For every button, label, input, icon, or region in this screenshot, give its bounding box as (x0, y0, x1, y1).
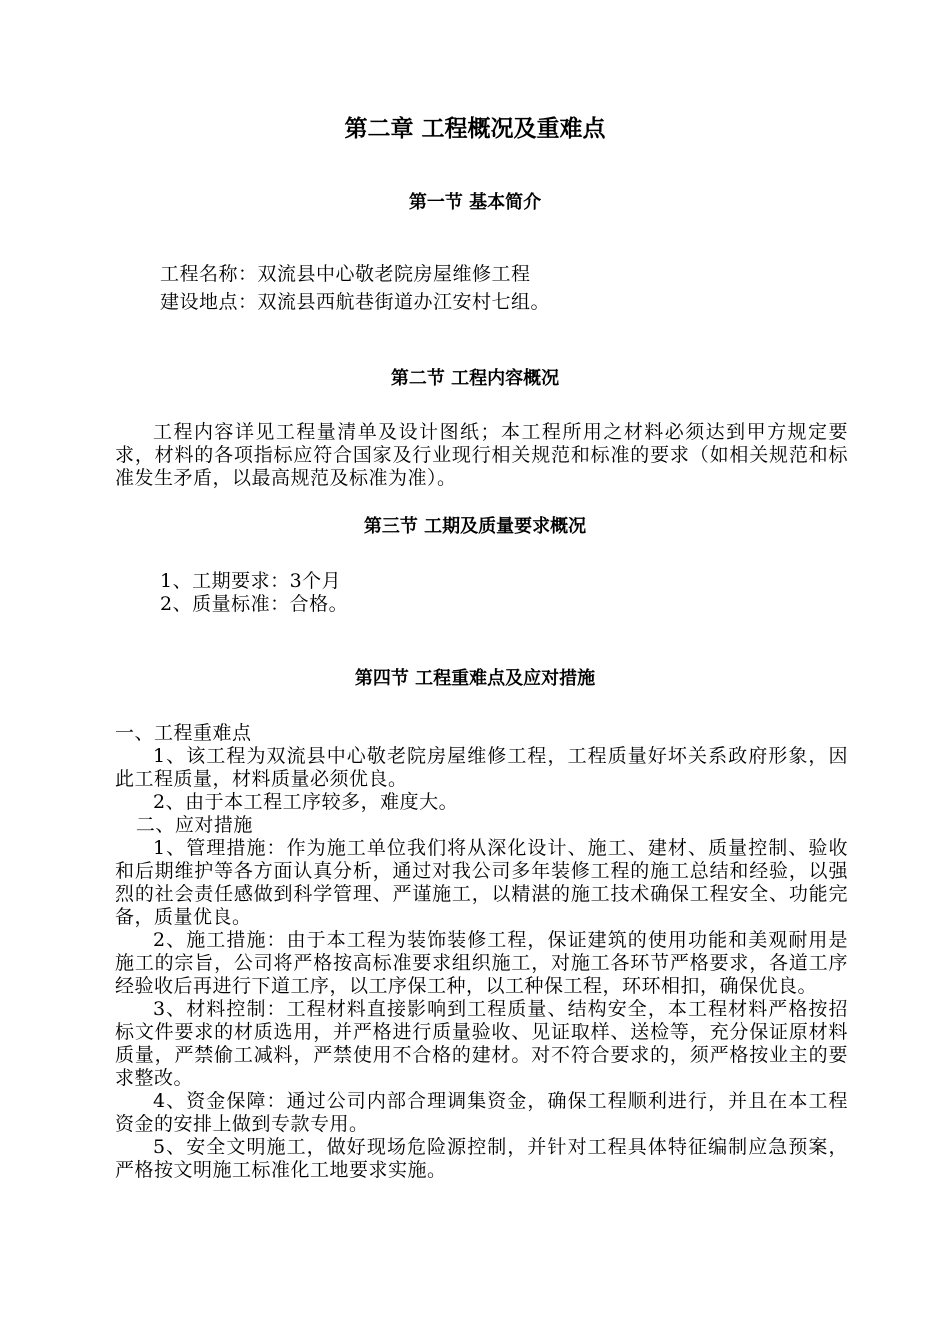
difficulty-item-1: 1、该工程为双流县中心敬老院房屋维修工程，工程质量好坏关系政府形象，因此工程质量，材料质量必须优良。 (115, 745, 848, 790)
section2-heading: 第二节 工程内容概况 (390, 368, 560, 389)
project-name-line: 工程名称：双流县中心敬老院房屋维修工程 (160, 263, 531, 285)
quality-item: 2、质量标准：合格。 (160, 593, 349, 615)
measure-funding: 4、资金保障：通过公司内部合理调集资金，确保工程顺利进行，并且在本工程资金的安排上做到专款专用。 (115, 1090, 848, 1135)
measure-materials: 3、材料控制：工程材料直接影响到工程质量、结构安全，本工程材料严格按招标文件要求的材质选用，并严格进行质量验收、见证取样、送检等，充分保证原材料质量，严禁偷工减料，严禁使用不合格的建材。对不符合要求的，须严格按业主的要求整改。 (115, 998, 848, 1089)
measures-title: 二、应对措施 (135, 814, 253, 836)
difficulty-item-2: 2、由于本工程工序较多，难度大。 (153, 791, 459, 813)
schedule-item: 1、工期要求：3个月 (160, 570, 342, 592)
location-line: 建设地点：双流县西航巷街道办江安村七组。 (160, 291, 551, 313)
section4-body (115, 722, 848, 1182)
chapter-title: 第二章 工程概况及重难点 (344, 116, 606, 142)
measure-construction: 2、施工措施：由于本工程为装饰装修工程，保证建筑的使用功能和美观耐用是施工的宗旨，公司将严格按高标准要求组织施工，对施工各环节严格要求，各道工序经验收后再进行下道工序，以工序保工种，以工种保工程，环环相扣，确保优良。 (115, 929, 848, 997)
section1-heading: 第一节 基本简介 (408, 192, 542, 213)
measure-safety: 5、安全文明施工，做好现场危险源控制，并针对工程具体特征编制应急预案，严格按文明施工标准化工地要求实施。 (115, 1136, 848, 1181)
section2-body (115, 421, 848, 490)
section3-heading: 第三节 工期及质量要求概况 (363, 516, 587, 537)
content-paragraph: 工程内容详见工程量清单及设计图纸；本工程所用之材料必须达到甲方规定要求，材料的各项指标应符合国家及行业现行相关规范和标准的要求（如相关规范和标准发生矛盾，以最高规范及标准为准）。 (115, 421, 848, 489)
section4-heading: 第四节 工程重难点及应对措施 (354, 668, 596, 689)
measure-management: 1、管理措施：作为施工单位我们将从深化设计、施工、建材、质量控制、验收和后期维护等各方面认真分析，通过对我公司多年装修工程的施工总结和经验，以强烈的社会责任感做到科学管理、严谨施工，以精湛的施工技术确保工程安全、功能完备，质量优良。 (115, 837, 848, 928)
difficulties-title: 一、工程重难点 (115, 722, 252, 744)
